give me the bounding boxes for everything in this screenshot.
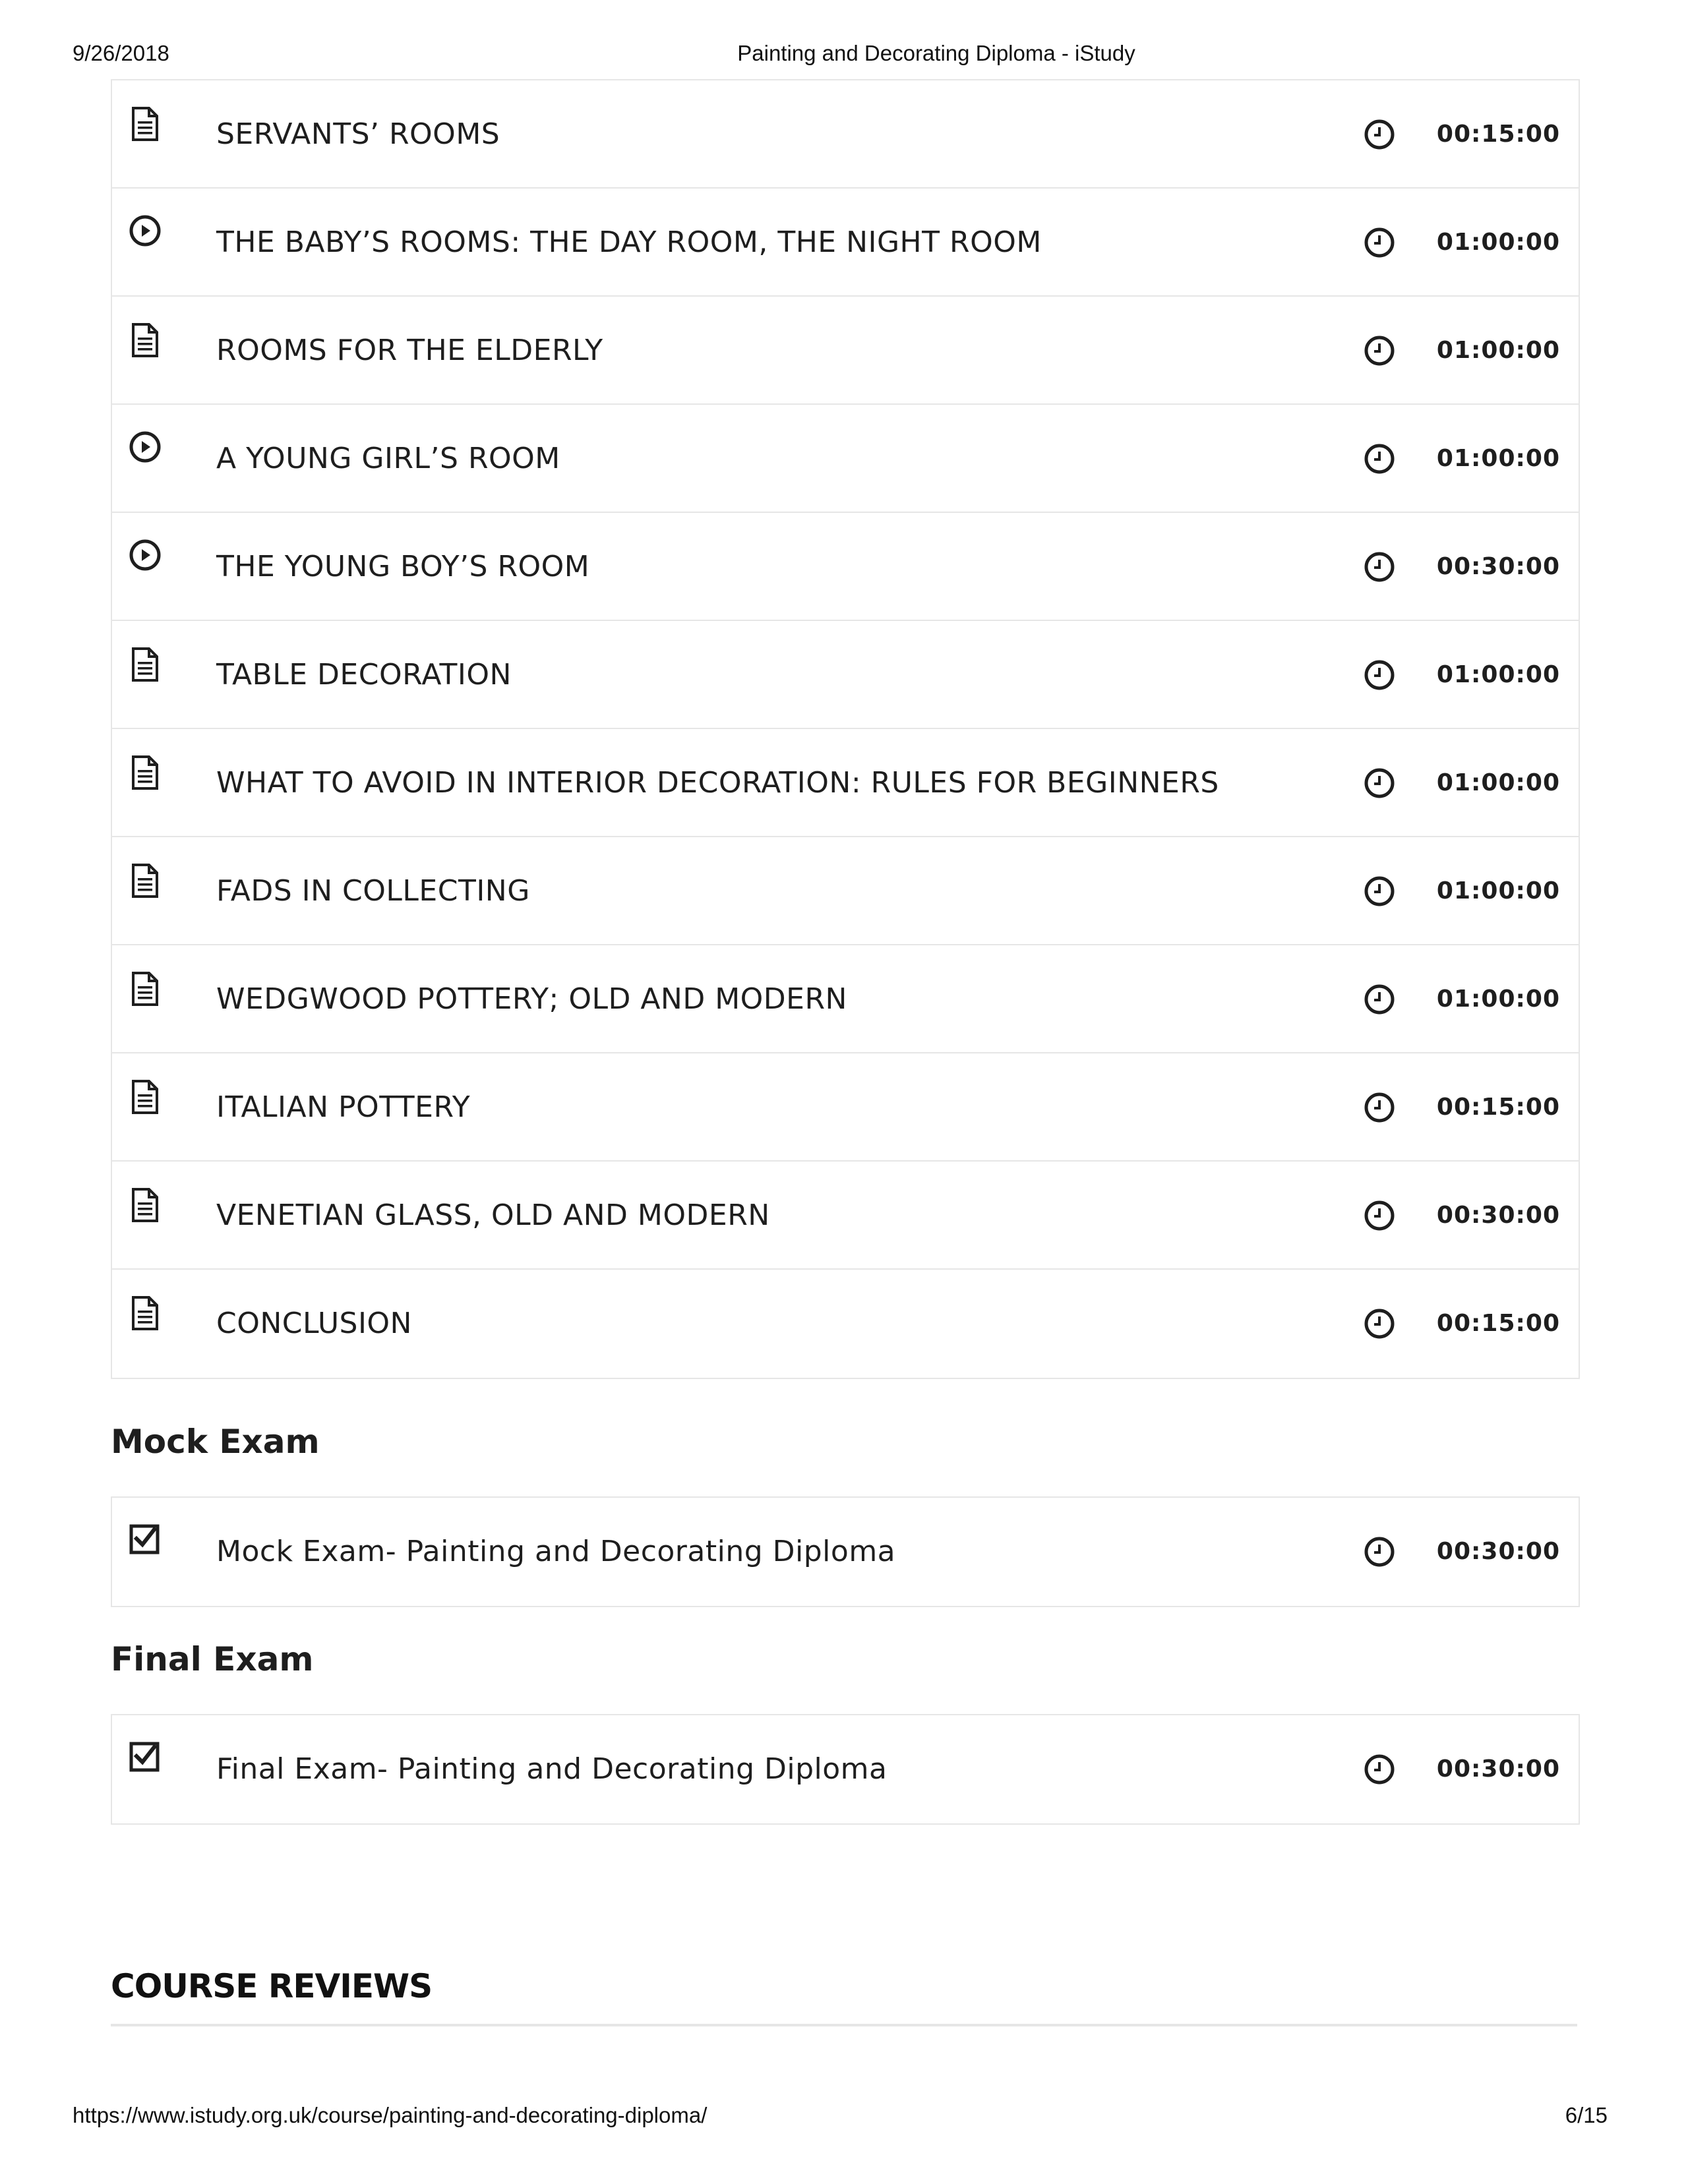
lesson-title[interactable]: CONCLUSION — [216, 1307, 412, 1340]
lesson-duration: 01:00:00 — [1436, 337, 1560, 364]
lesson-title[interactable]: THE BABY’S ROOMS: THE DAY ROOM, THE NIGHT ROOM — [216, 225, 1042, 259]
lesson-duration: 01:00:00 — [1436, 229, 1560, 256]
lesson-row-rooms-for-the-elderly[interactable] — [112, 297, 1579, 405]
final-exam-list — [111, 1714, 1580, 1825]
clock-icon — [1362, 334, 1397, 368]
document-icon — [128, 754, 162, 791]
clock-icon — [1362, 982, 1397, 1017]
clock-icon — [1362, 766, 1397, 800]
lesson-row-a-young-girl-s-room[interactable] — [112, 405, 1579, 513]
lesson-list — [111, 79, 1580, 1379]
lesson-row-final-exam-painting-and-decorating-diploma[interactable] — [112, 1715, 1579, 1823]
lesson-title[interactable]: A YOUNG GIRL’S ROOM — [216, 442, 560, 475]
document-icon — [128, 105, 162, 142]
lesson-duration: 00:30:00 — [1436, 1756, 1560, 1783]
print-date: 9/26/2018 — [73, 41, 169, 65]
print-page-number: 6/15 — [1565, 2103, 1608, 2127]
course-reviews-heading: COURSE REVIEWS — [111, 1967, 433, 2005]
lesson-duration: 00:15:00 — [1436, 1310, 1560, 1337]
clock-icon — [1362, 225, 1397, 260]
lesson-row-italian-pottery[interactable] — [112, 1053, 1579, 1162]
document-icon — [128, 322, 162, 359]
clock-icon — [1362, 117, 1397, 152]
document-icon — [128, 1295, 162, 1332]
lesson-duration: 00:15:00 — [1436, 1094, 1560, 1121]
document-icon — [128, 1078, 162, 1115]
document-icon — [128, 1187, 162, 1224]
play-circle-icon — [128, 214, 162, 251]
checkbox-checked-icon — [128, 1740, 162, 1777]
lesson-row-what-to-avoid-in-interior-decoration-rules-for-beginners[interactable] — [112, 729, 1579, 837]
lesson-row-servants-rooms[interactable] — [112, 80, 1579, 189]
mock-exam-heading: Mock Exam — [111, 1423, 320, 1461]
lesson-row-the-young-boy-s-room[interactable] — [112, 513, 1579, 621]
print-header — [0, 37, 1688, 71]
lesson-row-the-baby-s-rooms-the-day-room-the-night-room[interactable] — [112, 189, 1579, 297]
lesson-title[interactable]: ROOMS FOR THE ELDERLY — [216, 334, 603, 367]
lesson-title[interactable]: Mock Exam- Painting and Decorating Diploma — [216, 1535, 896, 1568]
document-icon — [128, 862, 162, 899]
lesson-duration: 01:00:00 — [1436, 769, 1560, 796]
document-icon — [128, 646, 162, 683]
clock-icon — [1362, 874, 1397, 908]
lesson-title[interactable]: WHAT TO AVOID IN INTERIOR DECORATION: RULES FOR BEGINNERS — [216, 766, 1219, 800]
checkbox-checked-icon — [128, 1523, 162, 1560]
clock-icon — [1362, 1752, 1397, 1786]
lesson-title[interactable]: Final Exam- Painting and Decorating Diploma — [216, 1752, 888, 1786]
clock-icon — [1362, 658, 1397, 692]
lesson-title[interactable]: VENETIAN GLASS, OLD AND MODERN — [216, 1198, 770, 1232]
lesson-duration: 01:00:00 — [1436, 445, 1560, 472]
lesson-row-table-decoration[interactable] — [112, 621, 1579, 729]
lesson-title[interactable]: FADS IN COLLECTING — [216, 874, 530, 908]
lesson-duration: 01:00:00 — [1436, 986, 1560, 1013]
lesson-duration: 01:00:00 — [1436, 877, 1560, 904]
document-icon — [128, 970, 162, 1007]
clock-icon — [1362, 550, 1397, 584]
play-circle-icon — [128, 538, 162, 575]
final-exam-heading: Final Exam — [111, 1640, 314, 1678]
lesson-row-fads-in-collecting[interactable] — [112, 837, 1579, 945]
lesson-title[interactable]: THE YOUNG BOY’S ROOM — [216, 550, 590, 583]
lesson-title[interactable]: ITALIAN POTTERY — [216, 1090, 471, 1124]
clock-icon — [1362, 1090, 1397, 1125]
lesson-row-wedgwood-pottery-old-and-modern[interactable] — [112, 945, 1579, 1053]
print-footer — [0, 2099, 1688, 2133]
lesson-duration: 00:30:00 — [1436, 553, 1560, 580]
lesson-title[interactable]: TABLE DECORATION — [216, 658, 512, 692]
print-page-title: Painting and Decorating Diploma - iStudy — [737, 41, 1135, 65]
lesson-duration: 00:30:00 — [1436, 1538, 1560, 1565]
lesson-title[interactable]: SERVANTS’ ROOMS — [216, 117, 500, 151]
clock-icon — [1362, 442, 1397, 476]
lesson-duration: 01:00:00 — [1436, 661, 1560, 688]
print-url: https://www.istudy.org.uk/course/painting-and-decorating-diploma/ — [73, 2103, 708, 2127]
lesson-duration: 00:30:00 — [1436, 1202, 1560, 1229]
play-circle-icon — [128, 430, 162, 467]
lesson-row-mock-exam-painting-and-decorating-diploma[interactable] — [112, 1498, 1579, 1606]
lesson-duration: 00:15:00 — [1436, 121, 1560, 148]
clock-icon — [1362, 1535, 1397, 1569]
mock-exam-list — [111, 1496, 1580, 1607]
reviews-divider — [111, 2024, 1577, 2026]
lesson-title[interactable]: WEDGWOOD POTTERY; OLD AND MODERN — [216, 982, 847, 1016]
clock-icon — [1362, 1198, 1397, 1233]
lesson-row-conclusion[interactable] — [112, 1270, 1579, 1378]
clock-icon — [1362, 1307, 1397, 1341]
lesson-row-venetian-glass-old-and-modern[interactable] — [112, 1162, 1579, 1270]
